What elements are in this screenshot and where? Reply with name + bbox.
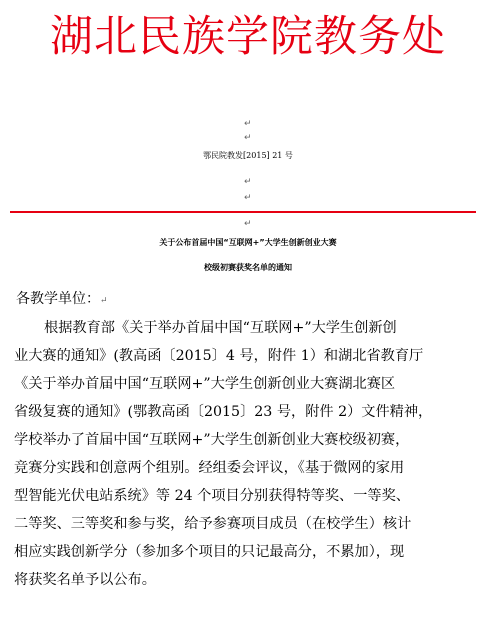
paragraph-mark: ↵ — [244, 193, 252, 203]
office-name-header: 湖北民族学院教务处 — [50, 12, 446, 62]
notice-title-line-2: 校级初赛获奖名单的通知 — [204, 263, 292, 272]
body-text-line: 竞赛分实践和创意两个组别。经组委会评议，《基于微网的家用 — [14, 460, 405, 476]
red-divider-rule — [10, 211, 476, 213]
salutation — [16, 288, 108, 312]
paragraph-mark: ↵ — [244, 219, 252, 229]
salutation-text: 各教学单位： — [16, 291, 100, 307]
body-text-line: 《关于举办首届中国“互联网+”大学生创新创业大赛湖北赛区 — [14, 376, 396, 392]
paragraph-mark: ↵ — [244, 177, 252, 187]
body-text-line: 省级复赛的通知》(鄂教高函〔2015〕23 号，附件 2）文件精神， — [14, 404, 433, 420]
paragraph-mark: ↵ — [244, 119, 252, 129]
body-text-line: 根据教育部《关于举办首届中国“互联网+”大学生创新创 — [44, 320, 397, 336]
paragraph-mark: ↵ — [244, 133, 252, 143]
body-text-line: 相应实践创新学分（参加多个项目的只记最高分，不累加），现 — [14, 544, 405, 560]
paragraph-mark: ↵ — [100, 296, 108, 306]
body-text-line: 学校举办了首届中国“互联网+”大学生创新创业大赛校级初赛， — [14, 432, 410, 448]
body-text-line: 二等奖、三等奖和参与奖，给予参赛项目成员（在校学生）核计 — [14, 516, 412, 532]
body-text-line: 将获奖名单予以公布。 — [14, 572, 156, 588]
body-text-line: 业大赛的通知》(教高函〔2015〕4 号，附件 1）和湖北省教育厅 — [14, 348, 424, 364]
notice-title-line-1: 关于公布首届中国“互联网+”大学生创新创业大赛 — [159, 238, 337, 247]
body-text-line: 型智能光伏电站系统》等 24 个项目分别获得特等奖、一等奖、 — [14, 488, 410, 504]
document-number: 鄂民院教发[2015] 21 号 — [203, 151, 293, 160]
